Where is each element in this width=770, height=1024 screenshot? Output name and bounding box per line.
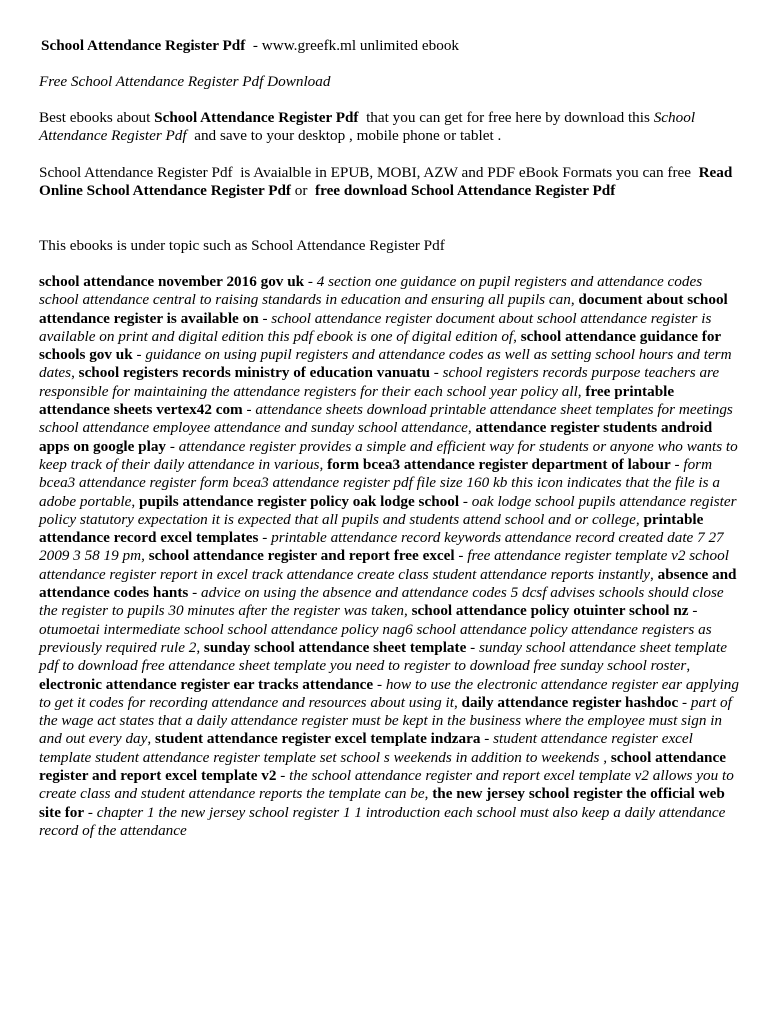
formats-paragraph bbox=[39, 164, 739, 201]
entry-description: guidance on using pupil registers and attendance codes as well as setting school hours and term dates bbox=[39, 346, 732, 382]
entry-description: sunday school attendance sheet template pdf to download free attendance sheet template you need to register to download free sunday school roster bbox=[39, 638, 727, 675]
intro-paragraph bbox=[39, 109, 739, 146]
entry-title: free printable attendance sheets vertex42 com bbox=[39, 382, 675, 419]
entry-title: school attendance register and report free excel bbox=[148, 547, 455, 565]
entry-description: the school attendance register and report excel template v2 allows you to create class and student attendance reports the template can be bbox=[39, 767, 734, 803]
intro-text-3: and save to your desktop , mobile phone or tablet . bbox=[186, 127, 502, 145]
read-online-link[interactable]: Read Online School Attendance Register Pdf bbox=[39, 164, 733, 200]
entry-description: oak lodge school pupils attendance register policy statutory expectation it is expected that all pupils and students attend school and or college bbox=[39, 492, 737, 528]
entry-title: school attendance register and report excel template v2 bbox=[39, 748, 726, 785]
entry-title: daily attendance register hashdoc bbox=[461, 693, 679, 711]
entry-title: student attendance register excel template indzara bbox=[154, 730, 481, 748]
entry-description: student attendance register excel template student attendance register template set school s weekends in addition to weekends bbox=[39, 730, 693, 766]
entries-paragraph: school attendance november 2016 gov uk - 4 section one guidance on pupil registers and attendance codes school attendance central to raising standards in education and ensuring all pupils can, document about school attendance register is available on - school attendance register document about school attendance register is available on print and digital edition this pdf ebook is one of digital edition of, school attendance guidance for schools gov uk - guidance on using pupil registers and attendance codes as well as setting school hours and term dates, school registers records ministry of education vanuatu - school registers records purpose teachers are responsible for maintaining the attendance registers for their each school year policy all, free printable attendance sheets vertex42 com - attendance sheets download printable attendance sheet templates for meetings school attendance employee attendance and sunday school attendance, attendance register students android apps on google play - attendance register provides a simple and efficient way for students or anyone who wants to keep track of their daily attendance in various, form bcea3 attendance register department of labour - form bcea3 attendance register form bcea3 attendance register pdf file size 160 kb this icon indicates that the file is a adobe portable, pupils attendance register policy oak lodge school - oak lodge school pupils attendance register policy statutory expectation it is expected that all pupils and students attend school and or college, printable attendance record excel templates - printable attendance record keywords attendance record created date 7 27 2009 3 58 19 pm, school attendance register and report free excel - free attendance register template v2 school attendance register report in excel track attendance create class student attendance reports instantly, absence and attendance codes hants - advice on using the absence and attendance codes 5 dcsf advises schools should close the register to pupils 30 minutes after the register was taken, school attendance policy otuinter school nz - otumoetai intermediate school school attendance policy nag6 school attendance policy attendance registers as previously required rule 2, sunday school attendance sheet template - sunday school attendance sheet template pdf to download free attendance sheet template you need to register to download free sunday school roster, electronic attendance register ear tracks attendance - how to use the electronic attendance register ear applying to get it codes for recording attendance and resources about using it, daily attendance register hashdoc - part of the wage act states that a daily attendance register must be kept in the business where the employee must sign in and out every day, student attendance register excel template indzara - student attendance register excel template student attendance register template set school s weekends in addition to weekends , school attendance register and report excel template v2 - the school attendance register and report excel template v2 allows you to create class and student attendance reports the template can be, the new jersey school register the official web site for - chapter 1 the new jersey school register 1 1 introduction each school must also keep a daily attendance record of the attendance bbox=[39, 273, 739, 839]
entry-description: free attendance register template v2 school attendance register report in excel track attendance create class student attendance reports instantly bbox=[39, 547, 729, 583]
free-download-link[interactable]: free download School Attendance Register Pdf bbox=[315, 182, 616, 200]
page-subtitle: Free School Attendance Register Pdf Download bbox=[39, 73, 331, 90]
intro-text-2: that you can get for free here by download this bbox=[358, 109, 654, 126]
entry-description: printable attendance record keywords attendance record created date 7 27 2009 3 58 19 pm bbox=[39, 529, 724, 565]
entry-title: document about school attendance register is available on bbox=[39, 291, 728, 327]
page-header bbox=[41, 37, 459, 55]
entry-description: advice on using the absence and attendance codes 5 dcsf advises schools should close the register to pupils 30 minutes after the register was taken bbox=[39, 584, 724, 620]
entry-description: attendance sheets download printable attendance sheet templates for meetings school attendance employee attendance and sunday school attendance bbox=[39, 401, 733, 437]
intro-italic-title: School Attendance Register Pdf bbox=[39, 109, 696, 145]
topic-paragraph: This ebooks is under topic such as School Attendance Register Pdf bbox=[39, 237, 445, 254]
entry-description: chapter 1 the new jersey school register 1 1 introduction each school must also keep a daily attendance record of the attendance bbox=[39, 803, 726, 839]
formats-text-1: School Attendance Register Pdf is Avaialble in EPUB, MOBI, AZW and PDF eBook Formats you can free bbox=[39, 164, 699, 181]
entry-description: how to use the electronic attendance register ear applying to get it codes for recording attendance and resources about using it bbox=[39, 675, 739, 711]
entry-description: part of the wage act states that a daily attendance register must be kept in the business where the employee must sign in and out every day bbox=[39, 693, 732, 748]
entry-description: otumoetai intermediate school school attendance policy nag6 school attendance policy attendance registers as previously required rule 2 bbox=[39, 620, 712, 656]
header-site: - www.greefk.ml unlimited ebook bbox=[245, 37, 460, 54]
entry-title: printable attendance record excel templates bbox=[39, 510, 704, 547]
entry-description: attendance register provides a simple and efficient way for students or anyone who wants to keep track of their daily attendance in various bbox=[39, 437, 738, 473]
entry-title: absence and attendance codes hants bbox=[39, 565, 737, 602]
entry-title: school registers records ministry of education vanuatu bbox=[78, 364, 430, 382]
intro-bold-title: School Attendance Register Pdf bbox=[154, 109, 359, 126]
entry-title: school attendance november 2016 gov uk bbox=[39, 273, 305, 290]
entry-title: attendance register students android apps on google play bbox=[39, 419, 713, 455]
header-title: School Attendance Register Pdf bbox=[41, 37, 246, 54]
entry-title: pupils attendance register policy oak lodge school bbox=[138, 492, 460, 510]
entry-title: sunday school attendance sheet template bbox=[203, 638, 467, 656]
entry-title: the new jersey school register the official web site for bbox=[39, 785, 725, 821]
entry-description: school attendance register document about school attendance register is available on print and digital edition this pdf ebook is one of digital edition of bbox=[39, 309, 712, 345]
formats-text-2: or bbox=[291, 182, 316, 200]
entry-title: electronic attendance register ear tracks attendance bbox=[39, 675, 374, 693]
entry-description: form bcea3 attendance register form bcea3 attendance register pdf file size 160 kb this icon indicates that the file is a adobe portable bbox=[39, 455, 720, 510]
entry-description: 4 section one guidance on pupil registers and attendance codes school attendance central to raising standards in education and ensuring all pupils can bbox=[39, 273, 703, 309]
entry-title: school attendance policy otuinter school nz bbox=[411, 602, 689, 620]
entry-description: school registers records purpose teachers are responsible for maintaining the attendance registers for their each school year policy all bbox=[39, 364, 720, 400]
entry-title: form bcea3 attendance register department of labour bbox=[327, 455, 671, 473]
entry-title: school attendance guidance for schools gov uk bbox=[39, 327, 721, 364]
intro-text-1: Best ebooks about bbox=[39, 109, 155, 126]
